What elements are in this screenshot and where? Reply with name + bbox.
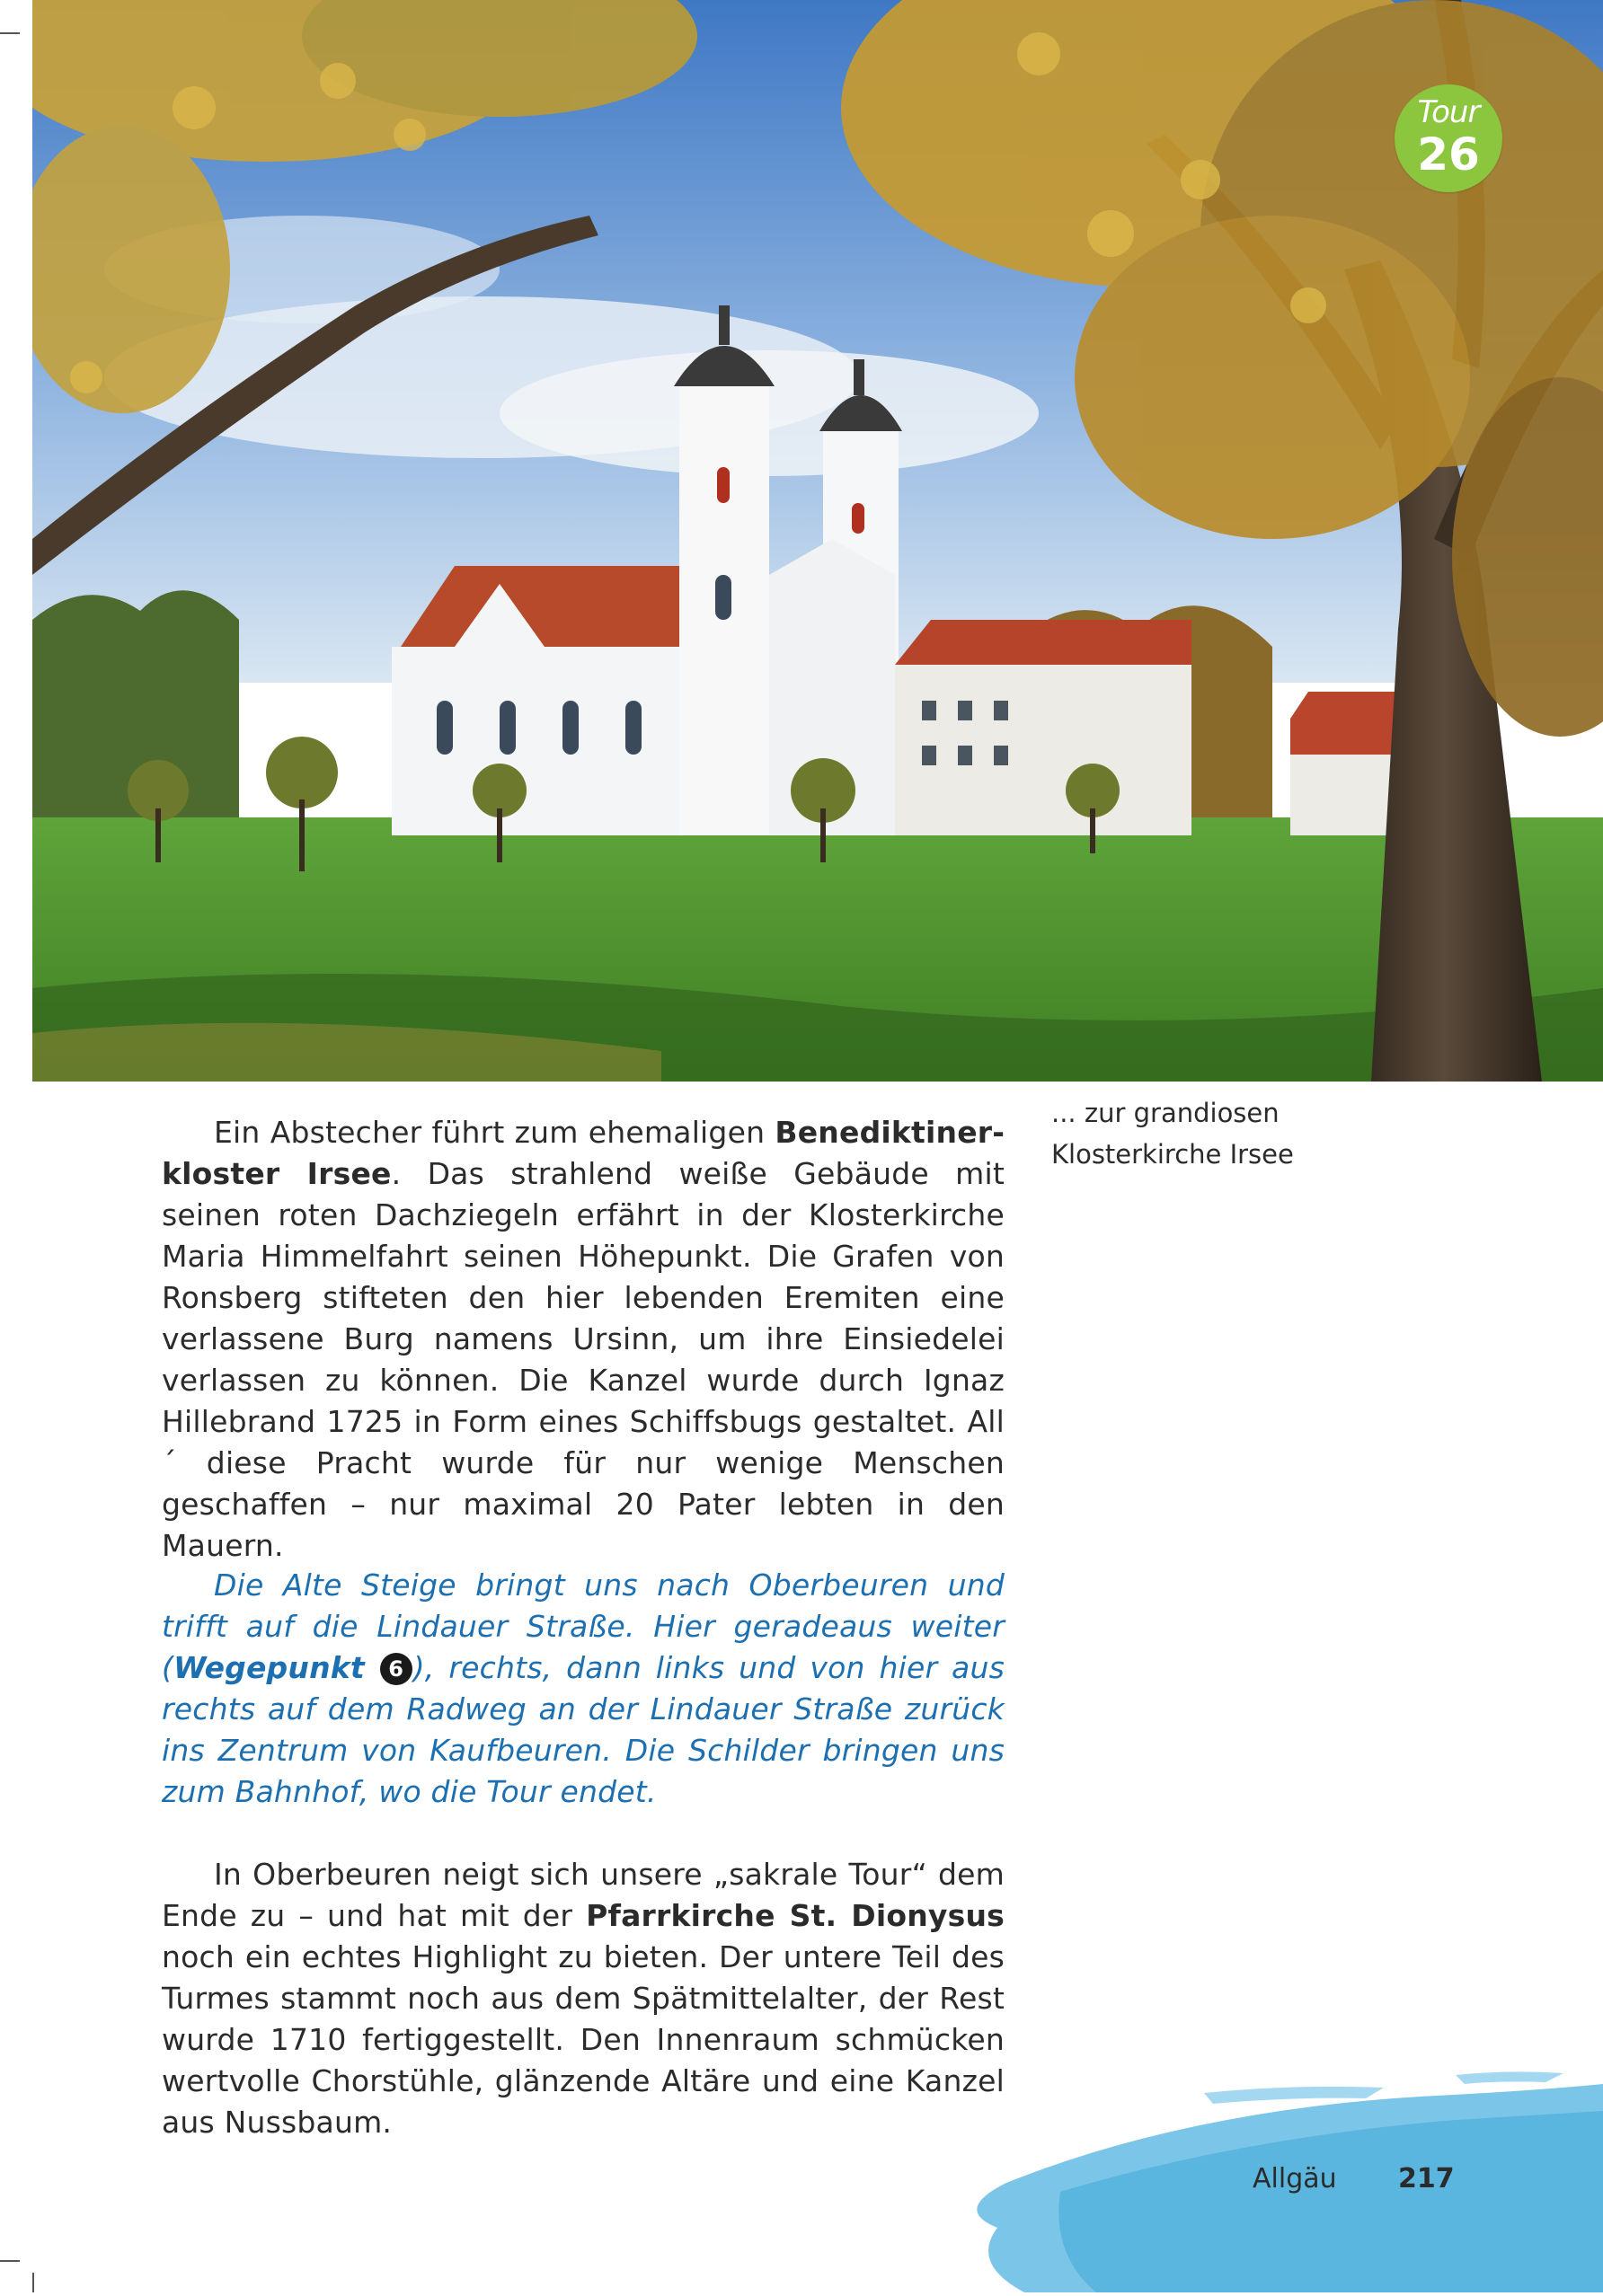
bold-term: Wegepunkt <box>173 1650 365 1685</box>
klosterkirche-irsee-photo <box>32 0 1603 1082</box>
waypoint-marker: 6 <box>380 1653 412 1685</box>
body-paragraph-irsee <box>162 1112 1005 1567</box>
page-number: 217 <box>1398 2163 1455 2194</box>
tour-label: Tour <box>1417 94 1480 130</box>
text-run: Die Alte Steige bringt uns nach Oberbeuren und trifft auf die Lindauer Straße. Hier geradeaus weiter ( <box>162 1567 1005 1685</box>
text-run: Ein Abstecher führt zum ehemaligen <box>214 1115 775 1150</box>
caption-line: ... zur grandiosen <box>1051 1098 1280 1128</box>
tour-number: 26 <box>1417 128 1480 181</box>
text-run: noch ein echtes Highlight zu bieten. Der untere Teil des Turmes stammt noch aus dem Spätmittelalter, der Rest wurde 1710 fertiggestellt. Den Innenraum schmücken wertvolle Chorstühle, glänzende Altäre und eine Kanzel aus Nussbaum. <box>162 1939 1005 2140</box>
route-directions <box>162 1565 1005 1813</box>
body-paragraph-oberbeuren <box>162 1854 1005 2143</box>
crop-mark <box>0 2260 20 2262</box>
photo-caption <box>1051 1092 1429 1175</box>
footer-section-name: Allgäu <box>1253 2163 1337 2194</box>
bold-term: Pfarrkirche St. Dionysus <box>586 1898 1005 1933</box>
tour-number-badge <box>1395 84 1502 192</box>
caption-line: Klosterkirche Irsee <box>1051 1139 1294 1170</box>
text-run: ), rechts, dann links und von hier aus rechts auf dem Radweg an der Lindauer Straße zurück ins Zentrum von Kaufbeuren. Die Schilder bringen uns zum Bahnhof, wo die Tour endet. <box>162 1650 1005 1809</box>
text-run: In Oberbeuren neigt sich unsere „sakrale Tour“ dem Ende zu – und hat mit der <box>162 1857 1005 1933</box>
crop-mark <box>0 32 20 34</box>
crop-mark <box>32 2273 34 2292</box>
bold-term: Benediktinerkloster Irsee <box>162 1115 1005 1191</box>
text-run: . Das strahlend weiße Gebäude mit seinen roten Dachziegeln erfährt in der Klosterkirche Maria Himmelfahrt seinen Höhepunkt. Die Grafen von Ronsberg stifteten den hier lebenden Eremiten eine verlassene Burg namens Ursinn, um ihre Einsiedelei verlassen zu können. Die Kanzel wurde durch Ignaz Hillebrand 1725 in Form eines Schiffsbugs gestaltet. All´ diese Pracht wurde für nur wenige Menschen geschaffen – nur maximal 20 Pater lebten in den Mauern. <box>162 1156 1005 1563</box>
